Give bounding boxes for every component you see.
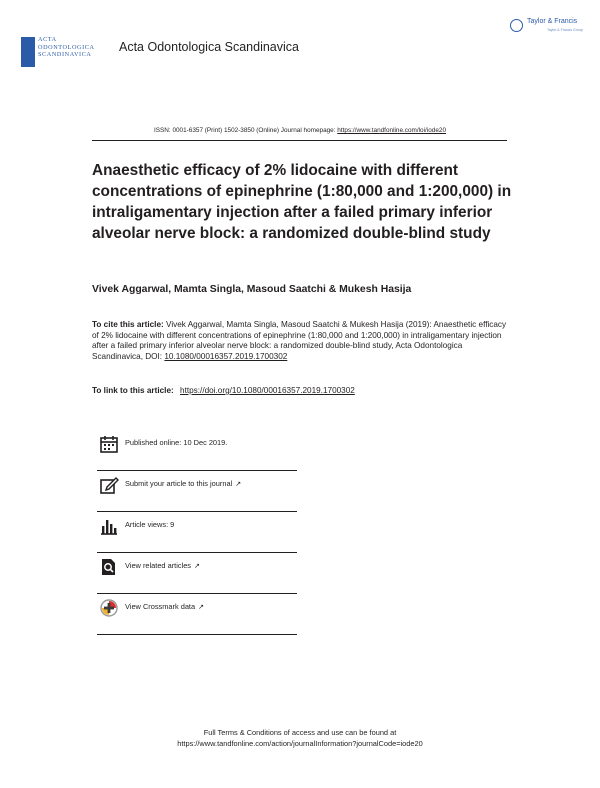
link-to-article: [92, 386, 512, 395]
crossmark-item[interactable]: [97, 594, 297, 635]
calendar-icon: [99, 434, 119, 454]
related-articles-item[interactable]: [97, 553, 297, 594]
journal-homepage-link[interactable]: https://www.tandfonline.com/loi/iode20: [337, 127, 446, 134]
edit-icon: [99, 475, 119, 495]
issn-line: [0, 127, 600, 134]
submit-article-item[interactable]: [97, 471, 297, 512]
crossmark-label: View Crossmark data: [125, 602, 196, 611]
related-articles-link[interactable]: [125, 561, 200, 570]
related-articles-label: View related articles: [125, 561, 191, 570]
external-link-icon: ↗: [235, 481, 242, 488]
submit-article-label: Submit your article to this journal: [125, 479, 233, 488]
citation-text: Vivek Aggarwal, Mamta Singla, Masoud Saatchi & Mukesh Hasija (2019): Anaesthetic efficacy of 2% lidocaine with different concentrations of epinephrine (1:80,000 and 1:200,000) in intraligamentary injection after a failed primary inferior alveolar nerve block: a randomized double-blind study, Acta Odontologica Scandinavica, DOI:: [92, 320, 507, 361]
crossmark-icon: [99, 598, 119, 618]
citation-label: To cite this article:: [92, 320, 164, 329]
footer-journal-info-link[interactable]: https://www.tandfonline.com/action/journalInformation?journalCode=iode20: [177, 739, 423, 748]
citation-doi-link[interactable]: 10.1080/00016357.2019.1700302: [164, 351, 288, 361]
footer-terms-text: Full Terms & Conditions of access and use can be found at: [203, 728, 397, 737]
header-divider: [92, 140, 507, 141]
article-views-item: [97, 512, 297, 553]
search-document-icon: [99, 557, 119, 577]
journal-name: Acta Odontologica Scandinavica: [119, 40, 299, 54]
journal-logo-text: ACTA ODONTOLOGICA SCANDINAVICA: [38, 36, 95, 59]
article-views-label: Article views: 9: [125, 520, 175, 529]
bar-chart-icon: [99, 516, 119, 536]
link-to-label: To link to this article:: [92, 386, 174, 395]
citation-block: [92, 320, 512, 362]
external-link-icon: ↗: [198, 604, 204, 611]
external-link-icon: ↗: [194, 563, 200, 570]
journal-logo: [21, 37, 101, 67]
publisher-tagline: Taylor & Francis Group: [547, 28, 583, 32]
footer: [0, 727, 600, 749]
crossmark-link[interactable]: [125, 602, 204, 611]
publisher-name: Taylor & Francis: [527, 18, 578, 25]
article-doi-url[interactable]: https://doi.org/10.1080/00016357.2019.1700302: [180, 386, 355, 395]
published-online-label: Published online: 10 Dec 2019.: [125, 438, 228, 447]
issn-text: ISSN: 0001-6357 (Print) 1502-3850 (Online) Journal homepage:: [153, 127, 336, 134]
publisher-logo[interactable]: [510, 17, 585, 37]
published-online-item: [97, 430, 297, 471]
submit-article-link[interactable]: [125, 479, 241, 488]
journal-logo-mark: [21, 37, 35, 67]
article-title: Anaesthetic efficacy of 2% lidocaine with different concentrations of epinephrine (1:80,000 and 1:200,000) in intraligamentary injection after a failed primary inferior alveolar nerve block: a randomized double-blind study: [92, 162, 512, 242]
publisher-logo-icon: [510, 19, 523, 32]
article-authors: Vivek Aggarwal, Mamta Singla, Masoud Saatchi & Mukesh Hasija: [92, 284, 412, 295]
